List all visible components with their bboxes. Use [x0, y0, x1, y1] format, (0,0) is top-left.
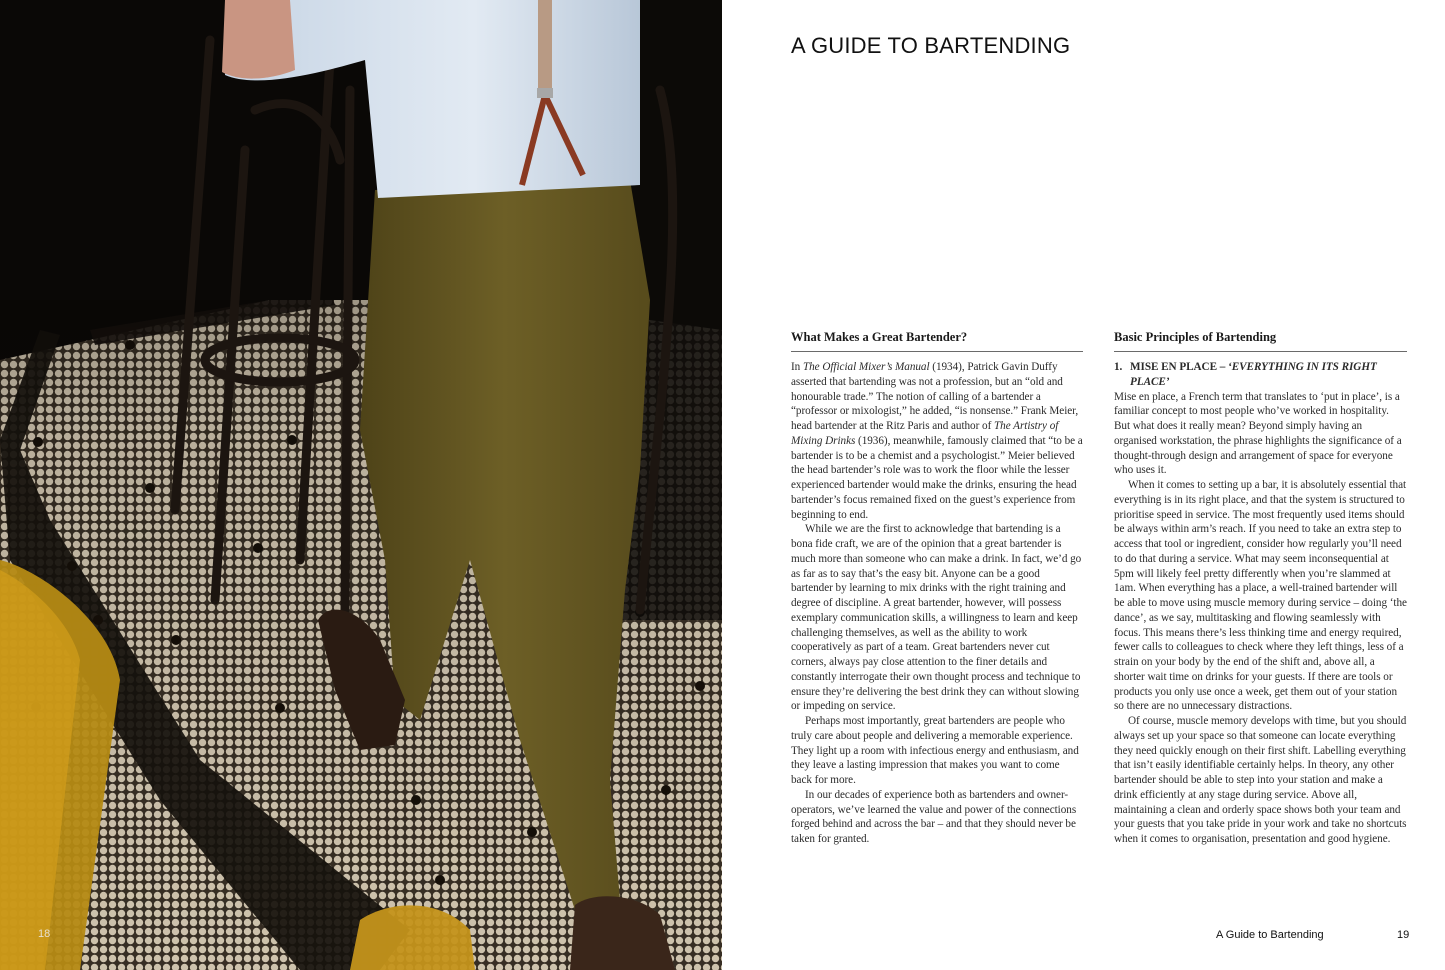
paragraph	[791, 360, 1083, 522]
paragraph: Of course, muscle memory develops with time, but you should always set up your space so that someone can locate everything they need quickly enough on their first shift. Labelling everything that isn’t easily identifiable certainly helps. In theory, any other bartender should be able to step into your station and make a drink efficiently at any stage during service. Above all, maintaining a clean and orderly space shows both your team and your guests that you take pride in your work and take no shortcuts when it comes to organisation, presentation and good hygiene.	[1114, 715, 1407, 845]
column-basic-principles	[1114, 330, 1407, 847]
text-run: In	[791, 361, 803, 373]
text-page	[722, 0, 1445, 970]
photo-page	[0, 0, 722, 970]
column-heading: Basic Principles of Bartending	[1114, 330, 1407, 352]
principle-label: MISE EN PLACE –	[1130, 361, 1229, 373]
paragraph: Perhaps most importantly, great bartenders are people who truly care about people and delivering a memorable experience. They light up a room with infectious energy and enthusiasm, and they leave a lasting impression that makes you want to come back for more.	[791, 715, 1079, 786]
paragraph: While we are the first to acknowledge that bartending is a bona fide craft, we are of the opinion that a great bartender is much more than someone who can make a drink. In fact, we’d go as far as to say that’s the easy bit. Anyone can be a good bartender by learning to mix drinks with the right training and degree of discipline. A great bartender, however, will possess exemplary communication skills, a willingness to learn and keep challenging themselves, as well as the ability to work cooperatively as part of a team. Great bartenders never cut corners, always pay close attention to the finer details and constantly interrogate their own thought process and technique to ensure they’re delivering the best drink they can without slowing or impeding on service.	[791, 523, 1082, 713]
column-heading: What Makes a Great Bartender?	[791, 330, 1083, 352]
page-number-left: 18	[38, 928, 51, 940]
page-number-right: 19	[1397, 929, 1410, 941]
text-run: (1936), meanwhile, famously claimed that “to be a bartender is to be a chemist and a psychologist.” Meier believed the head bartender’s role was to work the floor while the lesser experienced bartender would make the drinks, ensuring the head bartender’s focus remained fixed on the guest’s experience from beginning to end.	[791, 434, 1083, 521]
paragraph: When it comes to setting up a bar, it is absolutely essential that everything is in its right place, and that the system is structured to prioritise speed in service. The most frequently used items should be always within arm’s reach. If you need to take an extra step to access that tool or ingredient, consider how regularly you’ll need to do that during a service. What may seem inconsequential at 5pm will likely feel pretty differently when you’re slammed at 1am. When everything has a place, a well-trained bartender will be able to move using muscle memory during service – doing ‘the dance’, as we say, multitasking and flowing seamlessly with focus. This means there’s less thinking time and energy required, fewer calls to colleagues to check where they left things, less of a strain on your body by the end of the shift and, above all, a shorter wait time on drinks for your guests. If there are tools or products you only use once a week, get them out of your station so there are no unnecessary distractions.	[1114, 479, 1407, 713]
principle-label-italic: ‘EVERYTHING IN ITS RIGHT PLACE’	[1130, 361, 1377, 388]
column-body	[1114, 360, 1407, 847]
principle-heading	[1114, 360, 1407, 390]
page-title: A GUIDE TO BARTENDING	[791, 33, 1071, 58]
book-title: The Official Mixer’s Manual	[802, 361, 930, 373]
bartender-photo	[0, 0, 722, 970]
arm	[222, 0, 295, 79]
book-title: The Artistry of Mixing Drinks	[791, 420, 1059, 447]
principle-number: 1.	[1114, 361, 1123, 373]
column-body	[791, 360, 1083, 847]
running-footer: A Guide to Bartending	[1216, 929, 1324, 941]
text-run: (1934), Patrick Gavin Duffy asserted that bartending was not a profession, but an “old and honourable trade.” The notion of calling of a bartender a “professor or mixologist,” he added, “is nonsense.” Frank Meier, head bartender at the Ritz Paris and author of	[791, 361, 1079, 432]
column-what-makes-great-bartender	[791, 330, 1083, 847]
paragraph: In our decades of experience both as bartenders and owner-operators, we’ve learned the value and power of the connections forged behind and across the bar – and that they should never be taken for granted.	[791, 788, 1077, 845]
paragraph: Mise en place, a French term that translates to ‘put in place’, is a familiar concept to most people who’ve worked in hospitality. But what does it really mean? Beyond simply having an organised workstation, the phrase highlights the significance of a thought-through design and arrangement of space for everyone who uses it.	[1114, 390, 1402, 477]
